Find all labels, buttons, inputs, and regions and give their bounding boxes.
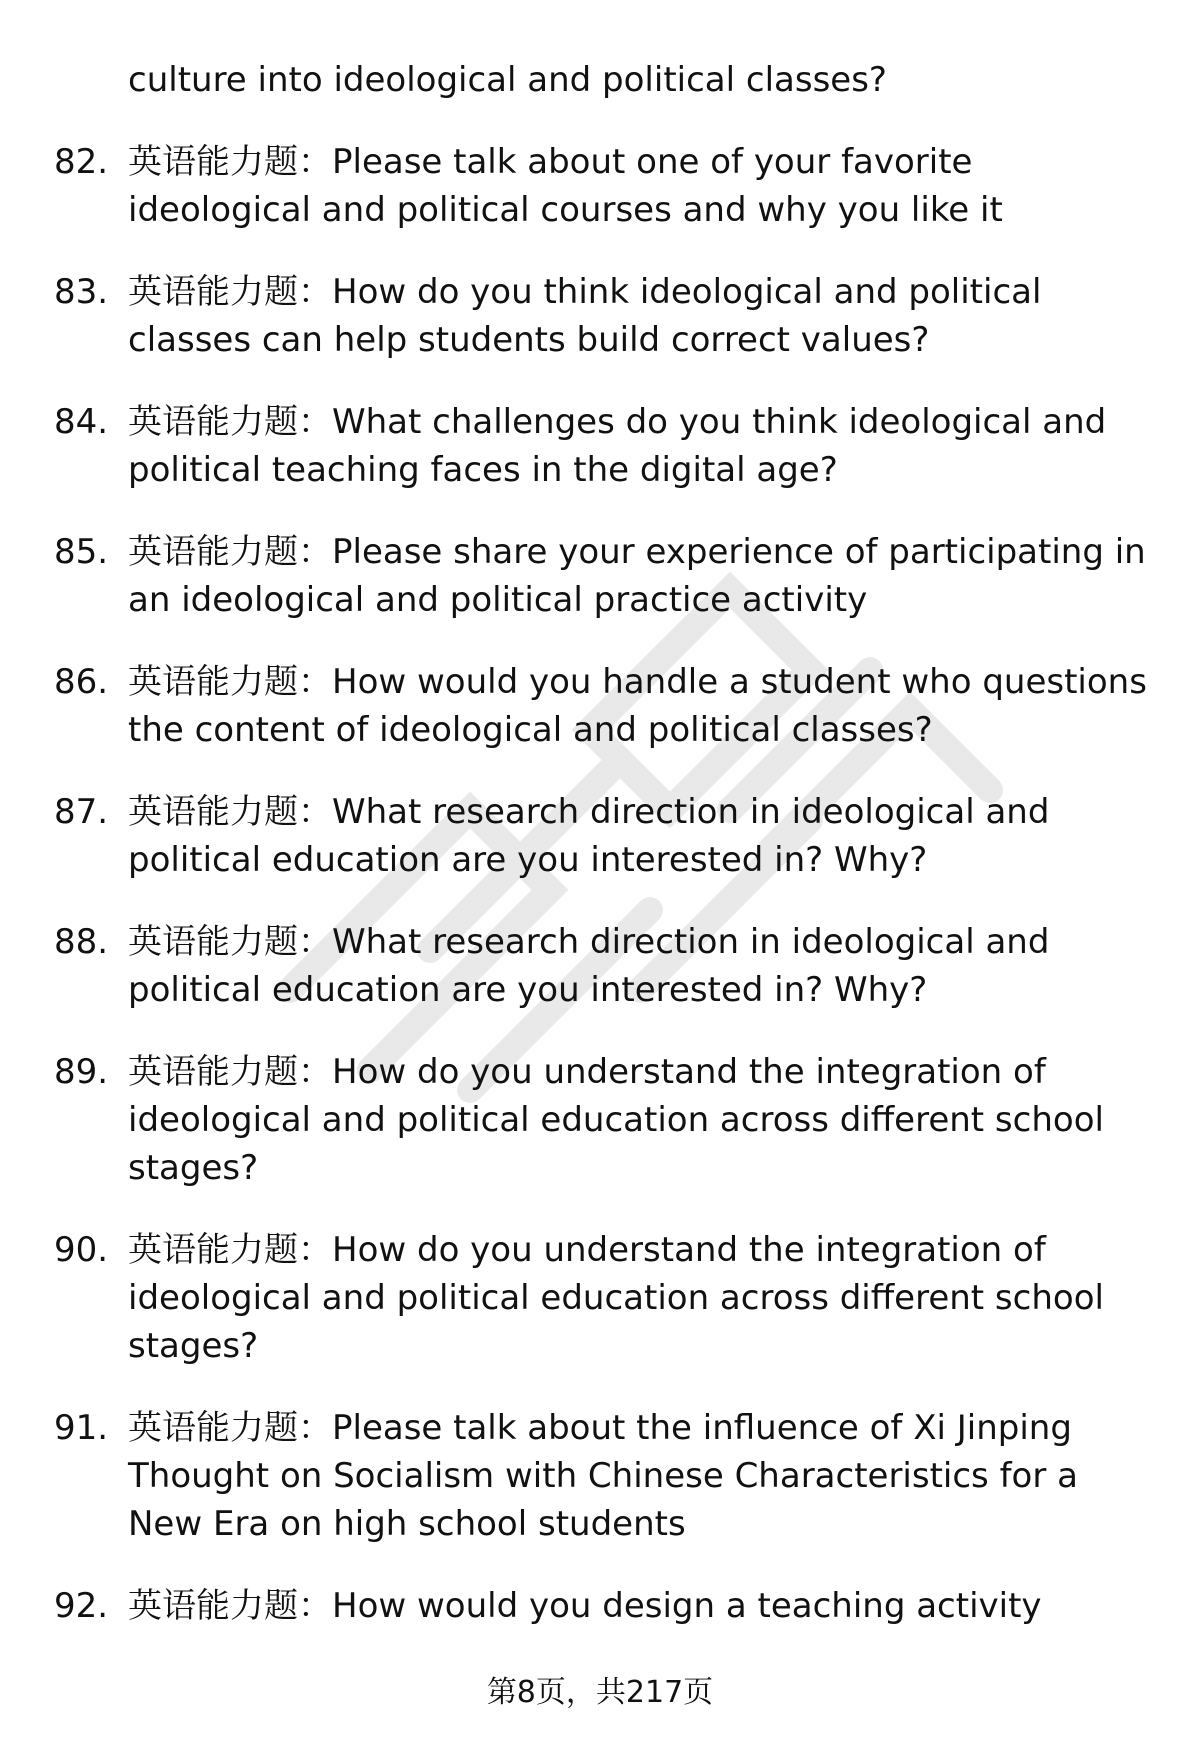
question-number: 84. xyxy=(54,402,109,442)
question-text: How would you design a teaching activity xyxy=(332,1586,1042,1626)
question-type-label: 英语能力题： xyxy=(128,1586,332,1626)
question-text: How do you understand the integration of ideological and political education across different school stages? xyxy=(128,1230,1104,1366)
question-item xyxy=(54,398,1154,494)
question-type-label: 英语能力题： xyxy=(128,402,332,442)
question-item xyxy=(54,268,1154,364)
question-type-label: 英语能力题： xyxy=(128,272,332,312)
question-item xyxy=(54,138,1154,234)
question-text: What research direction in ideological and political education are you interested in? Why? xyxy=(128,922,1050,1010)
question-number: 82. xyxy=(54,142,109,182)
question-text: How do you think ideological and political classes can help students build correct values? xyxy=(128,272,1042,360)
question-text: What challenges do you think ideological and political teaching faces in the digital age? xyxy=(128,402,1107,490)
question-list xyxy=(54,56,1154,1664)
question-text: Please talk about the influence of Xi Jinping Thought on Socialism with Chinese Characteristics for a New Era on high school students xyxy=(128,1408,1078,1544)
question-item xyxy=(54,1048,1154,1192)
question-number: 92. xyxy=(54,1586,109,1626)
question-number: 89. xyxy=(54,1052,109,1092)
question-number: 88. xyxy=(54,922,109,962)
question-number: 91. xyxy=(54,1408,109,1448)
question-number: 86. xyxy=(54,662,109,702)
question-number: 87. xyxy=(54,792,109,832)
question-type-label: 英语能力题： xyxy=(128,922,332,962)
question-item xyxy=(54,918,1154,1014)
question-number: 83. xyxy=(54,272,109,312)
question-text: Please share your experience of participating in an ideological and political practice activity xyxy=(128,532,1146,620)
continued-question-text: culture into ideological and political classes? xyxy=(128,60,887,100)
question-text: How would you handle a student who questions the content of ideological and political classes? xyxy=(128,662,1147,750)
question-type-label: 英语能力题： xyxy=(128,1408,332,1448)
question-type-label: 英语能力题： xyxy=(128,142,332,182)
question-item xyxy=(54,528,1154,624)
question-item xyxy=(54,1582,1154,1630)
question-text: How do you understand the integration of ideological and political education across different school stages? xyxy=(128,1052,1104,1188)
question-type-label: 英语能力题： xyxy=(128,1230,332,1270)
question-number: 85. xyxy=(54,532,109,572)
question-item xyxy=(54,658,1154,754)
question-text: What research direction in ideological and political education are you interested in? Why? xyxy=(128,792,1050,880)
question-number: 90. xyxy=(54,1230,109,1270)
question-type-label: 英语能力题： xyxy=(128,662,332,702)
question-text: Please talk about one of your favorite ideological and political courses and why you like it xyxy=(128,142,1003,230)
question-type-label: 英语能力题： xyxy=(128,532,332,572)
question-item xyxy=(54,788,1154,884)
question-item xyxy=(54,1226,1154,1370)
page-footer: 第8页，共217页 xyxy=(486,1675,714,1710)
question-item xyxy=(54,1404,1154,1548)
question-type-label: 英语能力题： xyxy=(128,792,332,832)
question-type-label: 英语能力题： xyxy=(128,1052,332,1092)
